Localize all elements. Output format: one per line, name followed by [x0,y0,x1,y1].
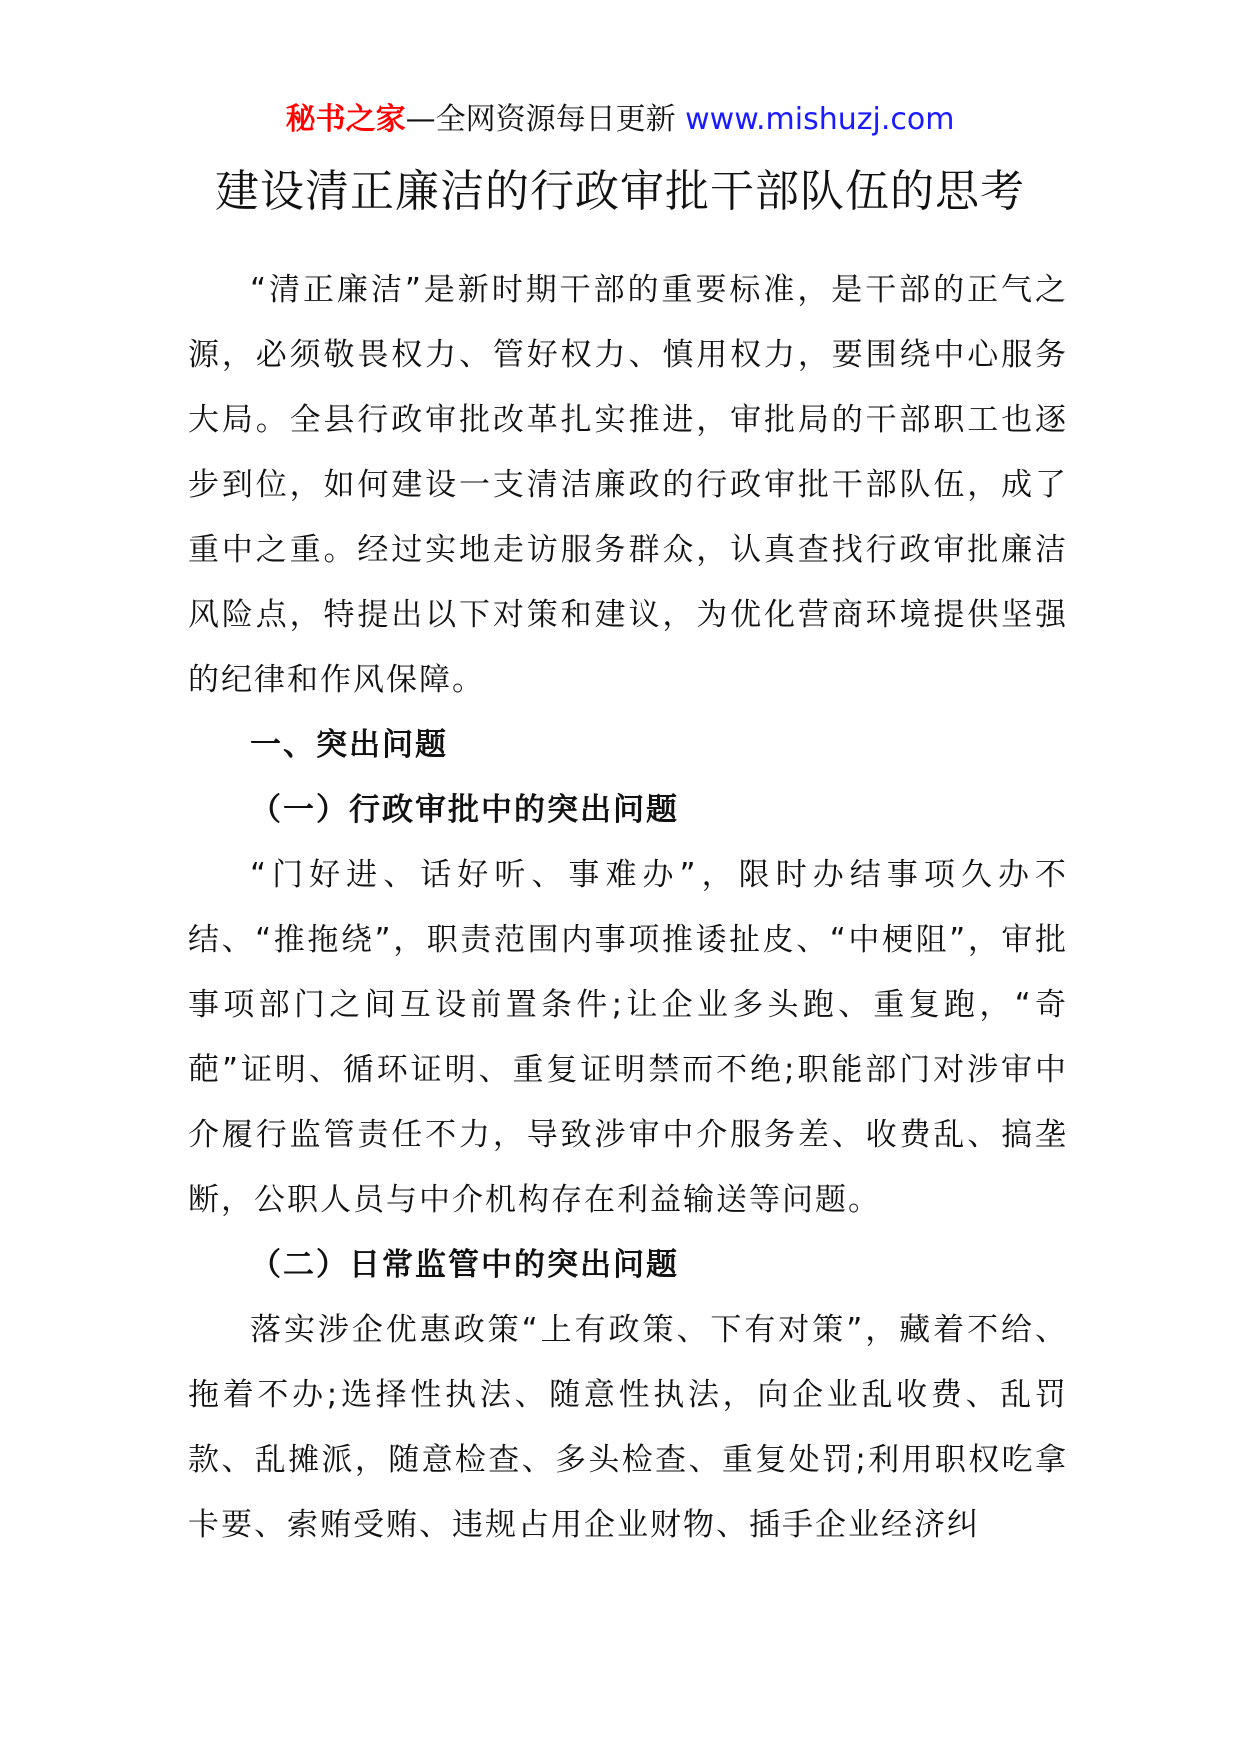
site-url-link[interactable]: www.mishuzj.com [685,102,955,137]
site-banner [0,100,1240,140]
document-title: 建设清正廉洁的行政审批干部队伍的思考 [215,166,1025,217]
supervision-issues-paragraph: 落实涉企优惠政策“上有政策、下有对策”，藏着不给、拖着不办;选择性执法、随意性执法，向企业乱收费、乱罚款、乱摊派，随意检查、多头检查、重复处罚;利用职权吃拿卡要、索贿受贿、违规占用企业财物、插手企业经济纠 [188,1312,1068,1543]
intro-paragraph: “清正廉洁”是新时期干部的重要标准，是干部的正气之源，必须敬畏权力、管好权力、慎用权力，要围绕中心服务大局。全县行政审批改革扎实推进，审批局的干部职工也逐步到位，如何建设一支清洁廉政的行政审批干部队伍，成了重中之重。经过实地走访服务群众，认真查找行政审批廉洁风险点，特提出以下对策和建议，为优化营商环境提供坚强的纪律和作风保障。 [188,272,1068,698]
subsection-heading-approval: （一）行政审批中的突出问题 [250,792,679,828]
subsection-heading-supervision: （二）日常监管中的突出问题 [250,1247,679,1283]
approval-issues-paragraph: “门好进、话好听、事难办”，限时办结事项久办不结、“推拖绕”，职责范围内事项推诿扯皮、“中梗阻”，审批事项部门之间互设前置条件;让企业多头跑、重复跑，“奇葩”证明、循环证明、重复证明禁而不绝;职能部门对涉审中介履行监管责任不力，导致涉审中介服务差、收费乱、搞垄断，公职人员与中介机构存在利益输送等问题。 [188,857,1068,1218]
site-brand: 秘书之家 [285,102,406,137]
site-slogan: —全网资源每日更新 [405,102,686,137]
document-body [188,258,1068,1558]
section-heading-problems: 一、突出问题 [250,727,448,763]
